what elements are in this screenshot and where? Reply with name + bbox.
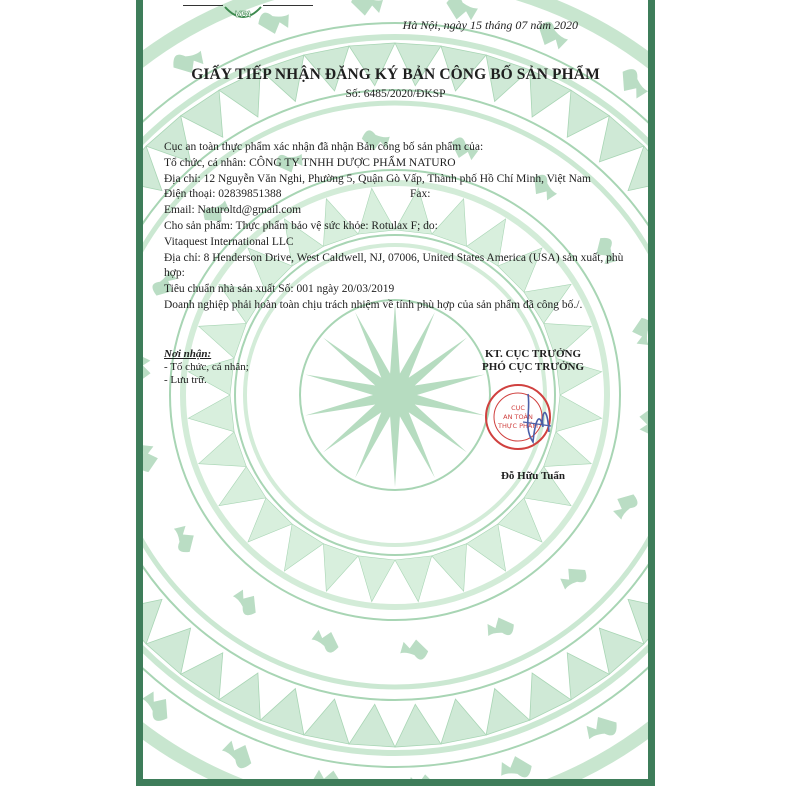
body-fax: Fax:: [410, 188, 431, 201]
document-title: GIẤY TIẾP NHẬN ĐĂNG KÝ BẢN CÔNG BỐ SẢN PHẨM: [191, 66, 600, 83]
svg-text:THỰC PHẨM: THỰC PHẨM: [498, 422, 538, 430]
recipients-heading: Nơi nhận:: [164, 348, 212, 360]
signature-title-2: PHÓ CỤC TRƯỞNG: [481, 361, 585, 373]
recipients-block: [164, 348, 249, 387]
signature-title-1: KT. CỤC TRƯỞNG: [484, 348, 582, 360]
recipient-item: - Tổ chức, cá nhân;: [164, 361, 249, 373]
recipient-item: - Lưu trữ.: [164, 374, 207, 386]
signature-block: [453, 348, 613, 374]
body-address: Địa chỉ: 12 Nguyễn Văn Nghi, Phường 5, Quận Gò Vấp, Thành phố Hồ Chí Minh, Việt Nam: [164, 172, 591, 185]
document-page: [136, 0, 655, 786]
body-maker: Vitaquest International LLC: [164, 235, 294, 248]
issue-date: Hà Nội, ngày 15 tháng 07 năm 2020: [402, 18, 578, 32]
body-organization: Tổ chức, cá nhân: CÔNG TY TNHH DƯỢC PHẨM NATURO: [164, 156, 456, 169]
document-body: [164, 140, 626, 314]
vfa-logo: [223, 5, 263, 23]
body-contact-row: [164, 187, 626, 203]
body-phone: Điện thoại: 02839851388: [164, 188, 282, 201]
signer-name: Đỗ Hữu Tuấn: [500, 470, 566, 482]
document-number: Số: 6485/2020/ĐKSP: [345, 88, 446, 100]
body-responsibility: Doanh nghiệp phải hoàn toàn chịu trách nhiệm về tính phù hợp của sản phẩm đã công bố./.: [164, 298, 583, 311]
body-maker-address: Địa chỉ: 8 Henderson Drive, West Caldwell, NJ, 07006, United States America (USA) sản xuất, phù hợp:: [164, 251, 624, 280]
svg-text:CỤC: CỤC: [511, 404, 525, 412]
header-rule-right: [263, 5, 313, 6]
body-email: Email: Naturoltd@gmail.com: [164, 204, 302, 217]
body-standard: Tiêu chuẩn nhà sản xuất Số: 001 ngày 20/03/2019: [164, 283, 395, 296]
body-product: Cho sản phẩm: Thực phẩm bảo vệ sức khỏe: Rotulax F; do:: [164, 219, 438, 232]
svg-text:VFA: VFA: [234, 10, 252, 19]
svg-text:AN TOÀN: AN TOÀN: [503, 413, 533, 421]
header-rule-left: [183, 5, 223, 6]
body-intro: Cục an toàn thực phẩm xác nhận đã nhận Bản công bố sản phẩm của:: [164, 141, 484, 153]
official-red-stamp: [483, 382, 553, 452]
